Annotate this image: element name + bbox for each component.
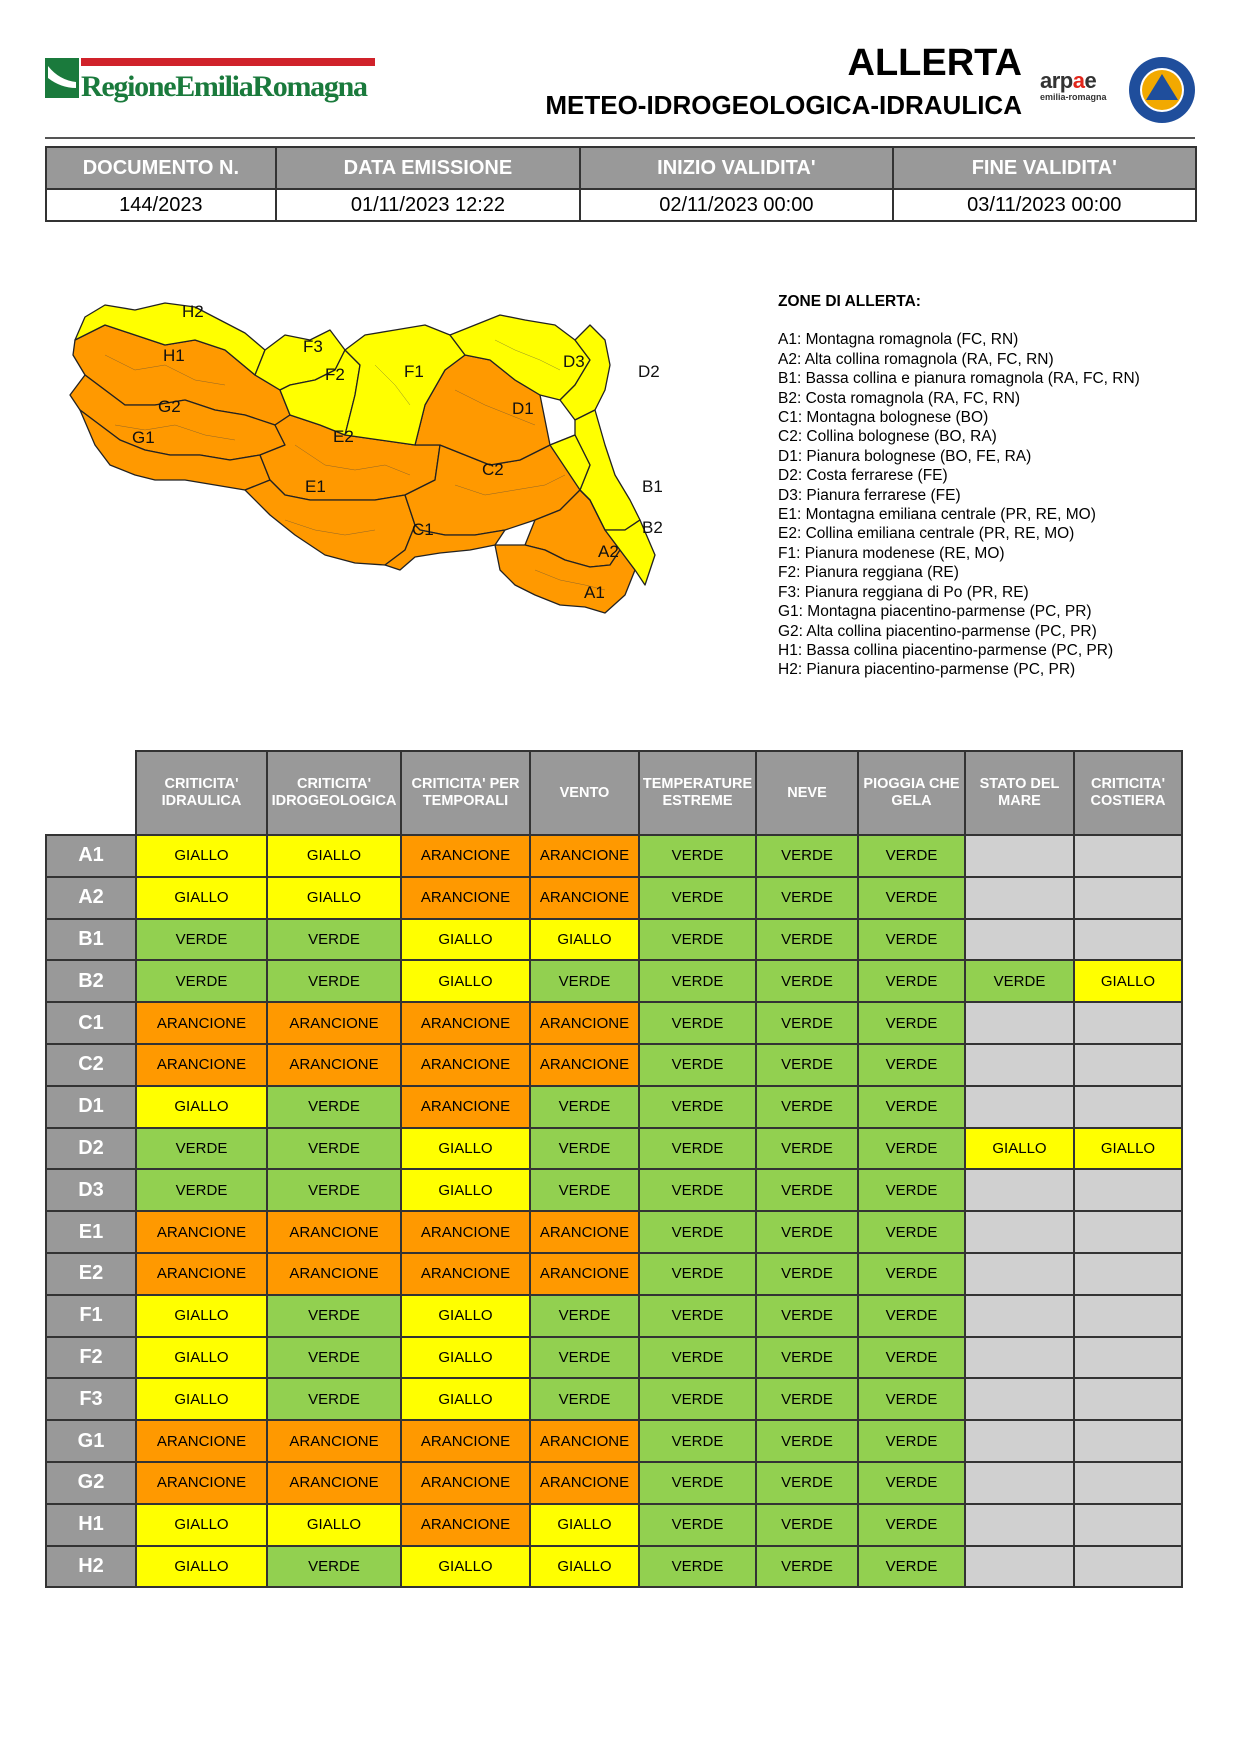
alert-level-cell: VERDE xyxy=(267,1169,401,1211)
alert-level-cell: VERDE xyxy=(756,1462,858,1504)
protezione-civile-logo-icon xyxy=(1128,56,1196,124)
alert-level-cell: ARANCIONE xyxy=(136,1002,267,1044)
alert-column-header xyxy=(1074,751,1182,835)
alert-level-cell: ARANCIONE xyxy=(267,1420,401,1462)
alert-level-cell xyxy=(965,1253,1074,1295)
page-title: ALLERTA xyxy=(847,42,1022,84)
map-label-e1: E1 xyxy=(305,477,326,496)
alert-column-header xyxy=(401,751,530,835)
doc-header-numero: DOCUMENTO N. xyxy=(46,147,276,189)
regione-logo-text: RegioneEmiliaRomagna xyxy=(81,70,367,103)
alert-level-cell xyxy=(1074,1169,1182,1211)
alert-level-cell: GIALLO xyxy=(401,1128,530,1170)
alert-row-d2 xyxy=(46,1128,1182,1170)
alert-level-cell xyxy=(1074,1462,1182,1504)
zone-legend-title: ZONE DI ALLERTA: xyxy=(778,293,921,310)
alert-column-header-line: PIOGGIA CHE xyxy=(863,776,960,792)
alert-column-header xyxy=(267,751,401,835)
alert-level-cell: VERDE xyxy=(267,960,401,1002)
alert-level-cell: GIALLO xyxy=(401,1378,530,1420)
alert-level-cell: VERDE xyxy=(858,1546,965,1588)
alert-row-zone-label: C2 xyxy=(46,1044,136,1086)
alert-level-cell xyxy=(965,1002,1074,1044)
alert-level-cell xyxy=(1074,1002,1182,1044)
zone-legend-item: B2: Costa romagnola (RA, FC, RN) xyxy=(778,389,1021,407)
alert-level-cell: ARANCIONE xyxy=(401,1211,530,1253)
alert-column-header-line: STATO DEL xyxy=(979,776,1060,792)
alert-level-cell: GIALLO xyxy=(136,1378,267,1420)
alert-level-cell: VERDE xyxy=(267,1378,401,1420)
alert-row-d1 xyxy=(46,1086,1182,1128)
alert-level-cell: VERDE xyxy=(639,1211,756,1253)
alert-level-cell: VERDE xyxy=(858,835,965,877)
alert-level-cell: ARANCIONE xyxy=(530,1002,639,1044)
alert-level-cell: ARANCIONE xyxy=(401,1086,530,1128)
alert-level-cell xyxy=(1074,1546,1182,1588)
alert-level-cell: VERDE xyxy=(267,1337,401,1379)
map-label-f2: F2 xyxy=(325,365,345,384)
alert-row-f1 xyxy=(46,1295,1182,1337)
alert-row-zone-label: G2 xyxy=(46,1462,136,1504)
zone-legend-item: F1: Pianura modenese (RE, MO) xyxy=(778,544,1005,562)
alert-column-header xyxy=(965,751,1074,835)
alert-row-zone-label: H2 xyxy=(46,1546,136,1588)
alert-level-cell: GIALLO xyxy=(401,1337,530,1379)
alert-level-cell: VERDE xyxy=(756,1211,858,1253)
alert-level-cell: GIALLO xyxy=(267,1504,401,1546)
alert-level-cell: GIALLO xyxy=(965,1128,1074,1170)
zone-legend-item: B1: Bassa collina e pianura romagnola (RA, FC, RN) xyxy=(778,370,1140,388)
map-label-d3: D3 xyxy=(563,352,585,371)
alert-level-cell: VERDE xyxy=(267,1128,401,1170)
alert-level-cell: VERDE xyxy=(858,960,965,1002)
regione-emilia-romagna-logo xyxy=(45,58,375,110)
alert-level-cell: VERDE xyxy=(136,1169,267,1211)
alert-level-cell: VERDE xyxy=(858,1211,965,1253)
alert-level-cell xyxy=(965,1086,1074,1128)
alert-level-cell: VERDE xyxy=(639,1295,756,1337)
map-label-d2: D2 xyxy=(638,362,660,381)
alert-column-header-line: GELA xyxy=(891,793,932,809)
alert-level-cell: GIALLO xyxy=(267,835,401,877)
zone-legend-item: H2: Pianura piacentino-parmense (PC, PR) xyxy=(778,661,1076,679)
alert-level-cell: GIALLO xyxy=(401,1169,530,1211)
alert-level-cell: VERDE xyxy=(858,877,965,919)
alert-row-zone-label: B1 xyxy=(46,919,136,961)
alert-level-cell: ARANCIONE xyxy=(401,1002,530,1044)
alert-level-cell: ARANCIONE xyxy=(401,1504,530,1546)
alert-row-zone-label: F3 xyxy=(46,1378,136,1420)
doc-value-emissione: 01/11/2023 12:22 xyxy=(276,189,580,221)
alert-level-cell: VERDE xyxy=(530,1169,639,1211)
alert-row-g2 xyxy=(46,1462,1182,1504)
alert-level-cell: VERDE xyxy=(530,1337,639,1379)
alert-row-zone-label: H1 xyxy=(46,1504,136,1546)
alert-level-cell: VERDE xyxy=(756,1378,858,1420)
zone-legend-items xyxy=(778,330,1198,679)
alert-level-cell: GIALLO xyxy=(267,877,401,919)
alert-row-zone-label: D3 xyxy=(46,1169,136,1211)
alert-row-a2 xyxy=(46,877,1182,919)
zone-legend-item: F3: Pianura reggiana di Po (PR, RE) xyxy=(778,583,1029,601)
alert-level-cell: VERDE xyxy=(639,1504,756,1546)
alert-level-cell: ARANCIONE xyxy=(401,1253,530,1295)
logo-red-bar xyxy=(81,58,375,66)
alert-level-cell xyxy=(1074,1211,1182,1253)
alert-level-cell: VERDE xyxy=(756,835,858,877)
alert-level-cell xyxy=(1074,1086,1182,1128)
alert-row-zone-label: A1 xyxy=(46,835,136,877)
zone-legend-item: E2: Collina emiliana centrale (PR, RE, MO) xyxy=(778,525,1075,543)
alert-level-cell: VERDE xyxy=(858,1337,965,1379)
document-info-table xyxy=(45,146,1197,222)
alert-column-header-line: NEVE xyxy=(787,784,827,801)
doc-header-fine: FINE VALIDITA' xyxy=(893,147,1196,189)
alert-table-corner xyxy=(46,751,136,835)
alert-level-cell: GIALLO xyxy=(136,877,267,919)
alert-column-header xyxy=(530,751,639,835)
map-label-b1: B1 xyxy=(642,477,663,496)
alert-level-cell: VERDE xyxy=(858,1420,965,1462)
alert-level-cell: VERDE xyxy=(858,1462,965,1504)
alert-row-d3 xyxy=(46,1169,1182,1211)
alert-row-zone-label: E1 xyxy=(46,1211,136,1253)
alert-level-cell: VERDE xyxy=(639,960,756,1002)
arpae-logo xyxy=(1040,68,1128,112)
map-label-f1: F1 xyxy=(404,362,424,381)
alert-level-cell xyxy=(965,1378,1074,1420)
alert-row-f3 xyxy=(46,1378,1182,1420)
alert-level-cell: VERDE xyxy=(136,960,267,1002)
alert-row-h2 xyxy=(46,1546,1182,1588)
alert-row-zone-label: D2 xyxy=(46,1128,136,1170)
alert-level-cell: GIALLO xyxy=(401,1295,530,1337)
alert-level-cell: VERDE xyxy=(136,1128,267,1170)
alert-level-cell: GIALLO xyxy=(136,1504,267,1546)
alert-row-zone-label: F1 xyxy=(46,1295,136,1337)
alert-column-header-line: CRITICITA' xyxy=(164,776,239,792)
alert-level-cell: GIALLO xyxy=(401,1546,530,1588)
alert-level-cell: VERDE xyxy=(965,960,1074,1002)
zone-legend-item: C2: Collina bolognese (BO, RA) xyxy=(778,428,997,446)
alert-level-cell: ARANCIONE xyxy=(267,1253,401,1295)
alert-table-header-row xyxy=(46,751,1182,835)
regione-flag-icon xyxy=(45,58,79,98)
alert-table-body xyxy=(46,835,1182,1587)
alert-level-cell: ARANCIONE xyxy=(530,1253,639,1295)
alert-level-cell: VERDE xyxy=(858,1504,965,1546)
alert-level-cell xyxy=(965,877,1074,919)
alert-level-cell: VERDE xyxy=(639,1002,756,1044)
alert-level-cell: GIALLO xyxy=(401,960,530,1002)
alert-column-header xyxy=(858,751,965,835)
doc-header-emissione: DATA EMISSIONE xyxy=(276,147,580,189)
alert-level-cell xyxy=(965,835,1074,877)
alert-level-cell: ARANCIONE xyxy=(136,1253,267,1295)
zone-legend-item: G1: Montagna piacentino-parmense (PC, PR) xyxy=(778,603,1092,621)
alert-level-cell: ARANCIONE xyxy=(530,1044,639,1086)
alert-level-cell: VERDE xyxy=(858,1086,965,1128)
alert-level-cell: ARANCIONE xyxy=(530,1211,639,1253)
alert-level-cell: GIALLO xyxy=(136,1546,267,1588)
alert-level-cell: VERDE xyxy=(639,1128,756,1170)
arpae-logo-text: arpae xyxy=(1040,68,1097,93)
alert-level-cell: VERDE xyxy=(267,1546,401,1588)
alert-level-cell xyxy=(965,919,1074,961)
alert-level-cell: VERDE xyxy=(639,1253,756,1295)
alert-level-cell: ARANCIONE xyxy=(401,835,530,877)
map-label-c1: C1 xyxy=(412,520,434,539)
alert-level-cell: VERDE xyxy=(756,1504,858,1546)
alert-level-cell: GIALLO xyxy=(136,835,267,877)
alert-level-cell xyxy=(965,1420,1074,1462)
alert-level-cell: ARANCIONE xyxy=(401,877,530,919)
alert-level-cell: VERDE xyxy=(639,835,756,877)
alert-level-cell: GIALLO xyxy=(1074,1128,1182,1170)
alert-level-cell: VERDE xyxy=(639,1462,756,1504)
alert-row-zone-label: D1 xyxy=(46,1086,136,1128)
alert-row-e2 xyxy=(46,1253,1182,1295)
alert-column-header-line: IDROGEOLOGICA xyxy=(271,793,397,809)
alert-level-cell: VERDE xyxy=(639,1378,756,1420)
alert-row-h1 xyxy=(46,1504,1182,1546)
alert-level-cell xyxy=(1074,1295,1182,1337)
zone-legend-item: A1: Montagna romagnola (FC, RN) xyxy=(778,331,1019,349)
alert-level-cell: ARANCIONE xyxy=(267,1044,401,1086)
alert-level-cell: VERDE xyxy=(756,1546,858,1588)
alert-level-cell: ARANCIONE xyxy=(136,1420,267,1462)
alert-column-header-line: CRITICITA' xyxy=(296,776,372,792)
map-label-b2: B2 xyxy=(642,518,663,537)
alert-column-header-line: CRITICITA' xyxy=(1090,776,1166,792)
alert-level-cell: ARANCIONE xyxy=(136,1462,267,1504)
alert-level-cell: GIALLO xyxy=(401,919,530,961)
alert-level-cell xyxy=(1074,1420,1182,1462)
alert-level-cell: ARANCIONE xyxy=(267,1002,401,1044)
alert-row-a1 xyxy=(46,835,1182,877)
zone-legend-item: C1: Montagna bolognese (BO) xyxy=(778,409,989,427)
alert-level-cell: VERDE xyxy=(756,1337,858,1379)
alert-level-cell: VERDE xyxy=(756,1295,858,1337)
zone-legend-item: D2: Costa ferrarese (FE) xyxy=(778,467,948,485)
alert-column-header-line: TEMPORALI xyxy=(422,793,509,809)
alert-level-cell: VERDE xyxy=(639,1420,756,1462)
zone-legend-item: D3: Pianura ferrarese (FE) xyxy=(778,486,961,504)
alert-level-cell: VERDE xyxy=(756,1002,858,1044)
doc-header-inizio: INIZIO VALIDITA' xyxy=(580,147,892,189)
alert-level-cell: ARANCIONE xyxy=(530,1420,639,1462)
doc-value-inizio: 02/11/2023 00:00 xyxy=(580,189,892,221)
zone-legend-item: H1: Bassa collina piacentino-parmense (PC, PR) xyxy=(778,641,1114,659)
region-map-svg xyxy=(45,295,695,700)
alert-level-cell: VERDE xyxy=(267,1086,401,1128)
alert-row-zone-label: F2 xyxy=(46,1337,136,1379)
alert-row-zone-label: B2 xyxy=(46,960,136,1002)
alert-level-cell: VERDE xyxy=(858,1295,965,1337)
alert-column-header xyxy=(639,751,756,835)
alert-level-cell: GIALLO xyxy=(530,919,639,961)
page-subtitle: METEO-IDROGEOLOGICA-IDRAULICA xyxy=(545,90,1022,120)
alert-level-cell: VERDE xyxy=(858,1253,965,1295)
alert-level-cell xyxy=(965,1546,1074,1588)
alert-column-header-line: IDRAULICA xyxy=(161,793,242,809)
alert-level-cell xyxy=(1074,835,1182,877)
alert-level-cell: GIALLO xyxy=(1074,960,1182,1002)
alert-level-cell: ARANCIONE xyxy=(530,835,639,877)
alert-level-cell: VERDE xyxy=(530,1128,639,1170)
alert-level-cell xyxy=(1074,919,1182,961)
zone-legend-item: D1: Pianura bolognese (BO, FE, RA) xyxy=(778,447,1032,465)
alert-table xyxy=(45,750,1183,1588)
alert-level-cell: VERDE xyxy=(756,1420,858,1462)
alert-level-cell: GIALLO xyxy=(136,1086,267,1128)
alert-level-cell: ARANCIONE xyxy=(136,1211,267,1253)
map-label-g1: G1 xyxy=(132,428,155,447)
alert-level-cell: ARANCIONE xyxy=(401,1462,530,1504)
alert-level-cell: VERDE xyxy=(858,919,965,961)
alert-level-cell: GIALLO xyxy=(530,1504,639,1546)
alert-column-header-line: CRITICITA' PER xyxy=(411,776,520,792)
alert-level-cell xyxy=(1074,1504,1182,1546)
alert-level-cell: VERDE xyxy=(639,877,756,919)
alert-level-cell: VERDE xyxy=(530,960,639,1002)
alert-level-cell: ARANCIONE xyxy=(267,1462,401,1504)
doc-value-fine: 03/11/2023 00:00 xyxy=(893,189,1196,221)
alert-level-cell: ARANCIONE xyxy=(401,1420,530,1462)
map-label-h2: H2 xyxy=(182,302,204,321)
alert-level-cell: ARANCIONE xyxy=(530,877,639,919)
map-label-f3: F3 xyxy=(303,337,323,356)
alert-column-header-line: COSTIERA xyxy=(1090,793,1166,809)
alert-level-cell: VERDE xyxy=(858,1169,965,1211)
alert-level-cell: VERDE xyxy=(756,1086,858,1128)
alert-row-c1 xyxy=(46,1002,1182,1044)
alert-level-cell: VERDE xyxy=(756,1044,858,1086)
alert-level-cell: VERDE xyxy=(858,1128,965,1170)
map-label-d1: D1 xyxy=(512,399,534,418)
alert-row-f2 xyxy=(46,1337,1182,1379)
alert-column-header-line: MARE xyxy=(998,793,1041,809)
map-label-a2: A2 xyxy=(598,542,619,561)
alert-level-cell xyxy=(965,1211,1074,1253)
alert-level-cell: VERDE xyxy=(756,960,858,1002)
alert-level-cell xyxy=(965,1044,1074,1086)
alert-column-header xyxy=(136,751,267,835)
alert-level-cell: ARANCIONE xyxy=(401,1044,530,1086)
map-label-c2: C2 xyxy=(482,460,504,479)
alert-level-cell xyxy=(1074,1044,1182,1086)
alert-level-cell xyxy=(965,1462,1074,1504)
alert-level-cell: VERDE xyxy=(136,919,267,961)
alert-column-header xyxy=(756,751,858,835)
alert-level-cell: VERDE xyxy=(639,1169,756,1211)
alert-level-cell: VERDE xyxy=(267,1295,401,1337)
header-divider xyxy=(45,137,1195,139)
alert-row-zone-label: A2 xyxy=(46,877,136,919)
alert-column-header-line: VENTO xyxy=(559,784,610,801)
alert-level-cell: VERDE xyxy=(756,877,858,919)
alert-level-cell xyxy=(1074,1378,1182,1420)
alert-level-cell: VERDE xyxy=(756,1169,858,1211)
alert-level-cell xyxy=(965,1337,1074,1379)
alert-level-cell: VERDE xyxy=(858,1378,965,1420)
alert-row-e1 xyxy=(46,1211,1182,1253)
alert-level-cell: VERDE xyxy=(639,1044,756,1086)
alert-level-cell: GIALLO xyxy=(136,1337,267,1379)
alert-level-cell: VERDE xyxy=(756,1128,858,1170)
alert-level-cell: GIALLO xyxy=(136,1295,267,1337)
alert-row-b1 xyxy=(46,919,1182,961)
alert-level-cell: VERDE xyxy=(756,1253,858,1295)
alert-level-cell: ARANCIONE xyxy=(530,1462,639,1504)
alert-level-cell xyxy=(965,1169,1074,1211)
alert-row-zone-label: E2 xyxy=(46,1253,136,1295)
alert-level-cell xyxy=(1074,1337,1182,1379)
alert-level-cell: GIALLO xyxy=(530,1546,639,1588)
alert-row-zone-label: C1 xyxy=(46,1002,136,1044)
alert-level-cell xyxy=(1074,1253,1182,1295)
alert-level-cell: ARANCIONE xyxy=(267,1211,401,1253)
alert-level-cell xyxy=(965,1295,1074,1337)
map-label-e2: E2 xyxy=(333,427,354,446)
alert-level-cell xyxy=(965,1504,1074,1546)
map-label-a1: A1 xyxy=(584,583,605,602)
alert-level-cell: VERDE xyxy=(530,1378,639,1420)
map-label-h1: H1 xyxy=(163,346,185,365)
alert-level-cell: VERDE xyxy=(639,1086,756,1128)
alert-level-cell: VERDE xyxy=(858,1044,965,1086)
alert-level-cell: VERDE xyxy=(639,919,756,961)
doc-value-numero: 144/2023 xyxy=(46,189,276,221)
alert-zones-map xyxy=(45,295,695,700)
alert-row-c2 xyxy=(46,1044,1182,1086)
alert-level-cell: VERDE xyxy=(530,1295,639,1337)
alert-level-cell: VERDE xyxy=(267,919,401,961)
zone-legend-item: G2: Alta collina piacentino-parmense (PC, PR) xyxy=(778,622,1097,640)
alert-level-cell xyxy=(1074,877,1182,919)
zone-legend xyxy=(778,292,1198,680)
alert-row-b2 xyxy=(46,960,1182,1002)
alert-level-cell: VERDE xyxy=(639,1337,756,1379)
alert-row-zone-label: G1 xyxy=(46,1420,136,1462)
alert-level-cell: VERDE xyxy=(858,1002,965,1044)
alert-column-header-line: TEMPERATURE xyxy=(642,776,753,792)
arpae-logo-sub: emilia-romagna xyxy=(1040,92,1107,102)
map-label-g2: G2 xyxy=(158,397,181,416)
zone-legend-item: E1: Montagna emiliana centrale (PR, RE, MO) xyxy=(778,506,1096,524)
alert-row-g1 xyxy=(46,1420,1182,1462)
alert-column-header-line: ESTREME xyxy=(662,793,733,809)
zone-legend-item: A2: Alta collina romagnola (RA, FC, RN) xyxy=(778,350,1054,368)
alert-level-cell: VERDE xyxy=(756,919,858,961)
alert-level-cell: VERDE xyxy=(530,1086,639,1128)
zone-legend-item: F2: Pianura reggiana (RE) xyxy=(778,564,959,582)
alert-level-cell: ARANCIONE xyxy=(136,1044,267,1086)
alert-level-cell: VERDE xyxy=(639,1546,756,1588)
